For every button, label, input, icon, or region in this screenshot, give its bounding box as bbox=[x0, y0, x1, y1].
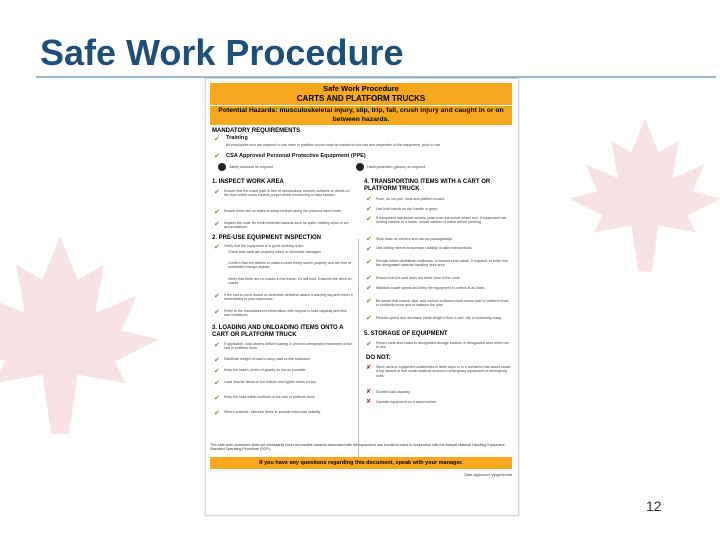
check-icon: ✔ bbox=[214, 221, 220, 228]
list-item: Keep the load within confines of the cart or platform truck. bbox=[224, 395, 316, 399]
check-icon: ✔ bbox=[366, 196, 372, 203]
list-item: Use ceiling mirrors to increase visibility at aisle intersections. bbox=[376, 246, 473, 250]
mandatory-heading: MANDATORY REQUIREMENTS bbox=[212, 128, 301, 134]
section-1-title: 1. INSPECT WORK AREA bbox=[212, 179, 284, 185]
check-icon: ✔ bbox=[366, 275, 372, 282]
page-number: 12 bbox=[646, 498, 662, 514]
check-icon: ✔ bbox=[366, 315, 372, 322]
list-item: Where possible, interlock items to provide extra load stability. bbox=[224, 410, 322, 414]
list-item: Confirm that the wheels or casters move freely swivel properly and are free of embedded foreign objects. bbox=[228, 261, 352, 270]
safety-footwear-icon bbox=[218, 163, 226, 171]
check-icon: ✔ bbox=[214, 357, 220, 364]
check-icon: ✔ bbox=[366, 246, 372, 253]
check-icon: ✔ bbox=[366, 206, 372, 213]
list-item: Operate equipment on a steep incline. bbox=[376, 400, 437, 404]
check-icon: ✔ bbox=[214, 209, 220, 216]
x-icon: ✘ bbox=[366, 399, 372, 405]
check-icon: ✔ bbox=[366, 236, 372, 243]
ppe-footwear: Safety footwear as required bbox=[229, 165, 273, 169]
training-text: All employees who are required to use carts or platform trucks must be trained on the use and inspection of the equipment, prior to use. bbox=[226, 143, 442, 147]
section-5-title: 5. STORAGE OF EQUIPMENT bbox=[364, 331, 448, 337]
check-icon: ✔ bbox=[214, 293, 220, 300]
list-item: If the cart is not in sound or otherwise defective attach a warning tag and report it immediately to your supervisor. bbox=[224, 293, 353, 302]
list-item: Remain within pedestrian walkways, or hazard zone areas. If required, to enter into the designated material handling work area. bbox=[376, 259, 508, 268]
list-item: Exceed load capacity. bbox=[376, 390, 411, 394]
list-item: Be aware that cracks, dips, and uneven surfaces could cause load or platform truck to suddenly move and or balance the load. bbox=[376, 299, 509, 308]
section-3-title: 3. LOADING AND UNLOADING ITEMS ONTO A CART OR PLATFORM TRUCK bbox=[212, 325, 344, 338]
document-title: Safe Work Procedure bbox=[323, 84, 399, 93]
check-icon: ✔ bbox=[366, 259, 372, 266]
x-icon: ✘ bbox=[366, 389, 372, 395]
section-4-title: 4. TRANSPORTING ITEMS WITH A CART OR PLATFORM TRUCK bbox=[364, 179, 491, 192]
list-item: Refer to the manufacturer's information with respect to load capacity and item size limitations. bbox=[224, 309, 348, 318]
check-icon: ✔ bbox=[214, 342, 220, 349]
list-item: If applicable, lock casters before loading to prevent unexpected movement of the cart or platform truck. bbox=[224, 342, 353, 351]
maple-leaf-watermark-icon bbox=[560, 90, 720, 300]
maple-leaf-watermark-icon bbox=[0, 210, 170, 460]
check-icon: ✔ bbox=[214, 189, 220, 196]
ppe-label: CSA Approved Personal Protective Equipment (PPE) bbox=[226, 153, 366, 159]
list-item: Check that carts are properly rolled or otherwise damaged. bbox=[228, 250, 322, 254]
document-header bbox=[210, 83, 512, 105]
check-icon: ✔ bbox=[214, 244, 220, 251]
footer-note: This safe work procedure does not necessarily cover all possible hazards associated with the equipment and should be used in conjunction with the Manual Material Handling Equipment Standard Operating Procedure (SOP). bbox=[210, 443, 505, 452]
check-icon: ✔ bbox=[214, 380, 220, 387]
list-item: If equipment has swivel wheels, push from the swivel wheel end. If equipment has locking castors or a brake, unlock castors or brake before pushing. bbox=[376, 216, 507, 225]
gloves-icon bbox=[356, 163, 364, 171]
check-icon: ✔ bbox=[214, 395, 220, 402]
check-icon: ✔ bbox=[214, 410, 220, 417]
potential-hazards: Potential Hazards: musculoskeletal injury, slip, trip, fall, crush injury and caught in or on between hazards. bbox=[210, 106, 512, 125]
date-approved: Date Approved: yyyy/mm/dd bbox=[464, 473, 512, 477]
column-divider bbox=[358, 239, 359, 467]
check-icon: ✔ bbox=[366, 216, 372, 223]
check-icon: ✔ bbox=[366, 298, 372, 305]
slide-title: Safe Work Procedure bbox=[40, 32, 404, 73]
list-item: Use both hands on the handle or grips. bbox=[376, 207, 438, 211]
footer-bar: If you have any questions regarding this document, speak with your manager. bbox=[210, 457, 512, 469]
check-icon: ✔ bbox=[214, 153, 220, 160]
list-item: Return carts and trucks to designated storage location or designated area when not in use. bbox=[376, 341, 509, 350]
list-item: Ensure there are no stairs or steep inclines along the planned travel route. bbox=[224, 209, 342, 213]
section-2-title: 2. PRE-USE EQUIPMENT INSPECTION bbox=[212, 235, 322, 241]
list-item: Reduce speed and decrease stride length if floor is wet, oily or extremely dusty. bbox=[376, 316, 502, 320]
list-item: Ensure that the travel path is free of obstructions, uneven surfaces or debris on the floor which could impede proper wheel functioning or load traction. bbox=[224, 189, 350, 198]
check-icon: ✔ bbox=[214, 368, 220, 375]
list-item: Slow down at corners and narrow passageways. bbox=[376, 237, 454, 241]
list-item: Verify that there are no cracks in the frame, if it will hold. Examine the deck for cracks. bbox=[228, 277, 352, 286]
ppe-gloves: Hand protection (gloves) as required bbox=[367, 165, 426, 169]
list-item: Distribute weight of load to keep load centre balanced. bbox=[224, 357, 311, 361]
check-icon: ✔ bbox=[214, 309, 220, 316]
list-item: Push, do not pull, carts and platform trucks. bbox=[376, 197, 446, 201]
check-icon: ✔ bbox=[214, 136, 220, 143]
safe-work-procedure-document bbox=[205, 78, 519, 516]
list-item: Verify that the equipment is in good working order: bbox=[224, 244, 304, 248]
list-item: Inspect the route for environmental hazards such as spills, melting snow or ice accumulations. bbox=[224, 221, 349, 230]
check-icon: ✔ bbox=[366, 285, 372, 292]
list-item: Store carts or equipment unattended in aisle ways or in a workarea that would cause a trip hazard or that would obstruct access to emergency equipment or emergency exits. bbox=[376, 365, 511, 378]
list-item: Maintain a safe speed and keep the equipment in control at all times. bbox=[376, 286, 486, 290]
list-item: Keep the load's centre of gravity as low as possible. bbox=[224, 368, 307, 372]
list-item: Ensure that the load does not block view of the route. bbox=[376, 276, 461, 280]
check-icon: ✔ bbox=[366, 341, 372, 348]
list-item: Load heavier items on the bottom and lighter items on top. bbox=[224, 380, 317, 384]
training-label: Training bbox=[226, 135, 248, 141]
do-not-heading: DO NOT: bbox=[366, 355, 391, 361]
x-icon: ✘ bbox=[366, 365, 372, 371]
document-subtitle: CARTS AND PLATFORM TRUCKS bbox=[296, 94, 426, 103]
